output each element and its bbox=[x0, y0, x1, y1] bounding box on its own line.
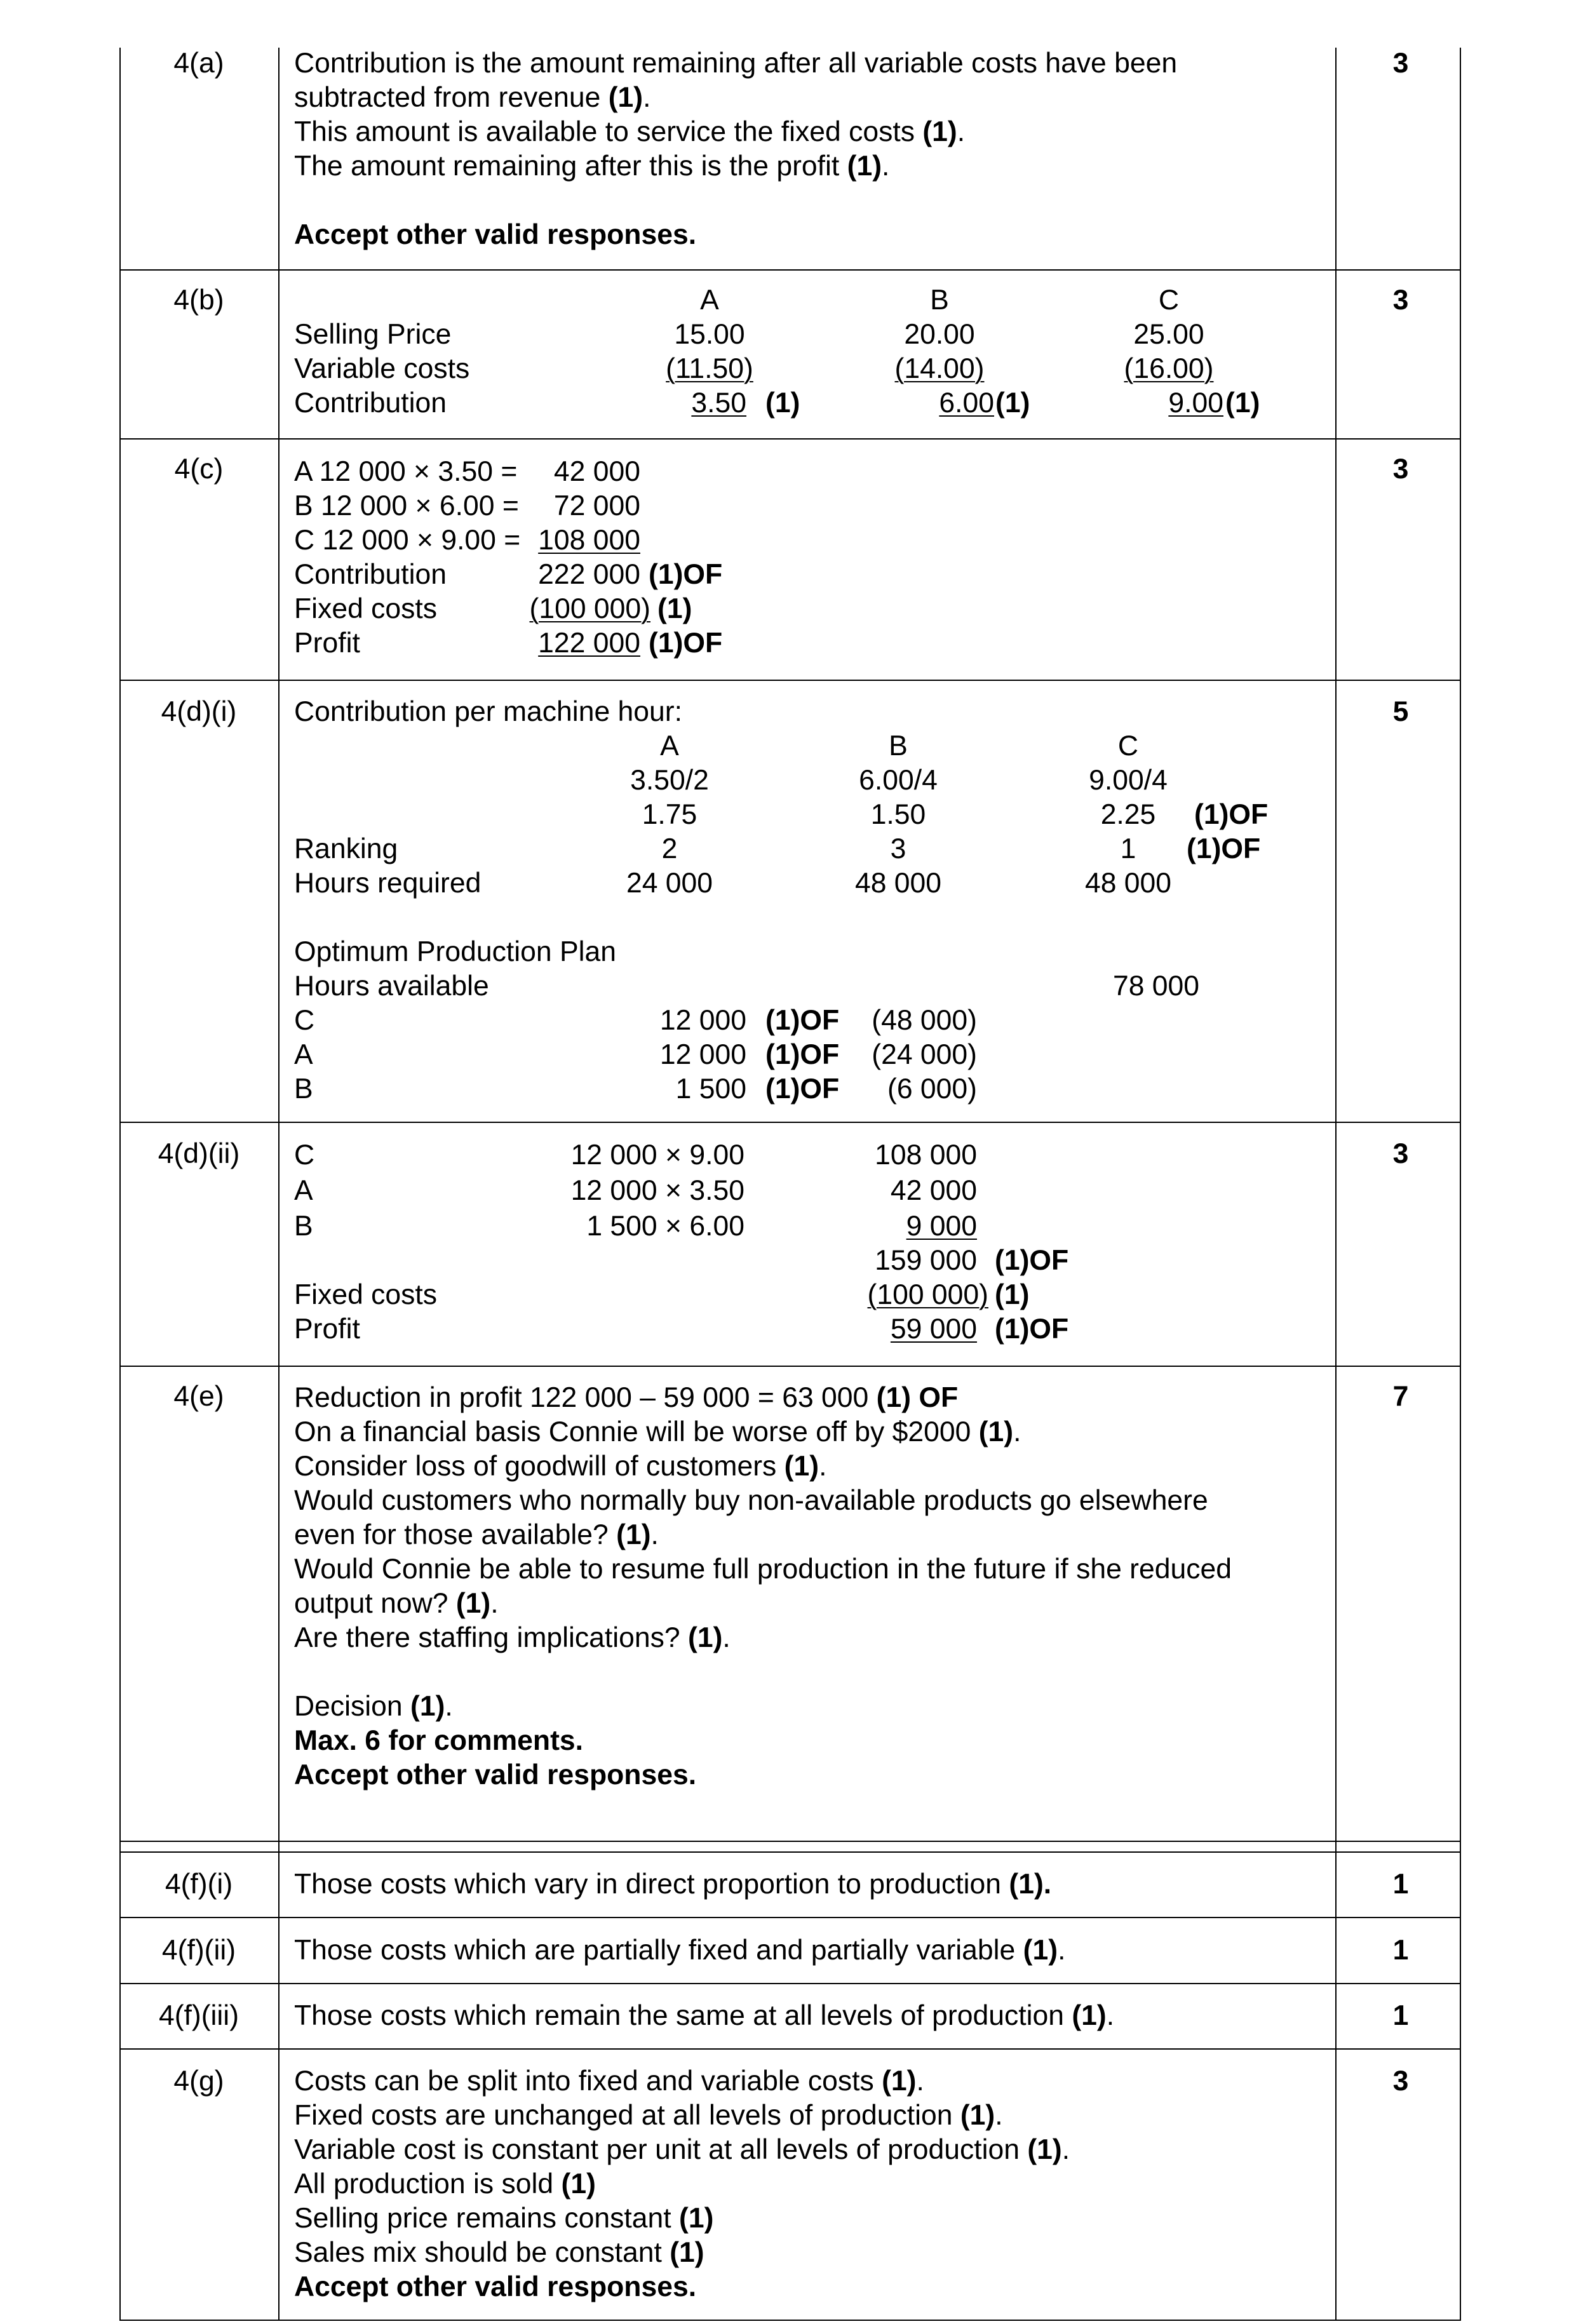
table-rule bbox=[119, 48, 121, 2321]
answer-line: Would customers who normally buy non-available products go elsewhere bbox=[294, 1485, 1208, 1516]
calc-line: C 12 000 × 9.00 = bbox=[294, 525, 521, 556]
answer-line: Fixed costs are unchanged at all levels of production (1). bbox=[294, 2100, 1003, 2131]
cell-value: 159 000 bbox=[875, 1245, 977, 1276]
cell-value: 42 000 bbox=[890, 1175, 977, 1206]
row-label: A bbox=[294, 1039, 313, 1070]
cell-value: 72 000 bbox=[553, 490, 640, 521]
column-header: A bbox=[660, 730, 679, 762]
mark-value: 1 bbox=[1392, 1935, 1409, 1966]
cell-value: (14.00) bbox=[894, 353, 985, 384]
question-number: 4(a) bbox=[173, 48, 224, 79]
mark-value: 5 bbox=[1392, 696, 1409, 727]
mark-value: 3 bbox=[1392, 48, 1409, 79]
cell-value: 1.75 bbox=[642, 799, 697, 830]
table-rule bbox=[119, 1122, 1461, 1123]
row-label: Profit bbox=[294, 1313, 360, 1345]
cell-value: 24 000 bbox=[626, 868, 713, 899]
answer-line: Consider loss of goodwill of customers (1). bbox=[294, 1451, 827, 1482]
cell-value: 9.00/4 bbox=[1089, 765, 1168, 796]
column-header: C bbox=[1117, 730, 1139, 762]
table-rule bbox=[1460, 48, 1461, 2321]
cell-value: 2.25 bbox=[1100, 799, 1156, 830]
answer-line: This amount is available to service the fixed costs (1). bbox=[294, 116, 966, 147]
question-number: 4(g) bbox=[173, 2065, 224, 2097]
cell-value: 59 000 bbox=[890, 1313, 977, 1345]
cell-value: 48 000 bbox=[1084, 868, 1172, 899]
cell-value: 108 000 bbox=[538, 525, 640, 556]
cell-value: 3.50 bbox=[691, 387, 746, 419]
answer-line: All production is sold (1) bbox=[294, 2168, 596, 2200]
cell-value: 3 bbox=[890, 833, 906, 864]
answer-line: Costs can be split into fixed and variable costs (1). bbox=[294, 2065, 924, 2097]
cell-value: 222 000 bbox=[538, 559, 640, 590]
row-label: Contribution bbox=[294, 559, 447, 590]
mark-value: 1 bbox=[1392, 1869, 1409, 1900]
mark-annotation: (1)OF bbox=[765, 1039, 840, 1070]
table-rule bbox=[119, 1983, 1461, 1984]
mark-value: 7 bbox=[1392, 1381, 1409, 1412]
answer-line: even for those available? (1). bbox=[294, 1519, 659, 1550]
question-number: 4(f)(iii) bbox=[158, 2000, 239, 2031]
cell-value: 122 000 bbox=[538, 628, 640, 659]
table-rule bbox=[1335, 48, 1337, 2321]
question-number: 4(d)(ii) bbox=[158, 1138, 240, 1169]
answer-line: subtracted from revenue (1). bbox=[294, 82, 651, 113]
cell-value: 1 500 bbox=[675, 1073, 746, 1105]
calc-line: 1 500 × 6.00 bbox=[586, 1211, 744, 1242]
mark-annotation: (1)OF bbox=[649, 628, 723, 659]
answer-line: On a financial basis Connie will be worse off by $2000 (1). bbox=[294, 1416, 1021, 1447]
table-rule bbox=[119, 2320, 1461, 2321]
question-number: 4(c) bbox=[174, 453, 224, 485]
cell-value: (16.00) bbox=[1124, 353, 1214, 384]
column-header: A bbox=[700, 285, 719, 316]
question-number: 4(f)(i) bbox=[165, 1869, 233, 1900]
row-label: Profit bbox=[294, 628, 360, 659]
column-header: B bbox=[930, 285, 949, 316]
mark-value: 3 bbox=[1392, 1138, 1409, 1169]
mark-value: 3 bbox=[1392, 2065, 1409, 2097]
row-label: Variable costs bbox=[294, 353, 470, 384]
question-number: 4(f)(ii) bbox=[161, 1935, 236, 1966]
mark-annotation: (1)OF bbox=[995, 1245, 1069, 1276]
mark-annotation: (1)OF bbox=[765, 1073, 840, 1105]
mark-annotation: (1) bbox=[995, 1279, 1030, 1310]
cell-value: 1.50 bbox=[870, 799, 926, 830]
cell-value: 20.00 bbox=[904, 319, 975, 350]
answer-line: Reduction in profit 122 000 – 59 000 = 63 000 (1) OF bbox=[294, 1382, 959, 1413]
cell-value: 78 000 bbox=[1112, 971, 1200, 1002]
row-label: Fixed costs bbox=[294, 593, 438, 624]
mark-value: 1 bbox=[1392, 2000, 1409, 2031]
row-label: C bbox=[294, 1005, 315, 1036]
answer-line: Contribution is the amount remaining after all variable costs have been bbox=[294, 48, 1178, 79]
question-number: 4(b) bbox=[173, 285, 224, 316]
table-rule bbox=[119, 1366, 1461, 1367]
accept-note: Accept other valid responses. bbox=[294, 219, 697, 250]
cell-value: 12 000 bbox=[659, 1039, 746, 1070]
cell-value: (100 000) bbox=[529, 593, 650, 624]
table-rule bbox=[119, 2048, 1461, 2050]
cell-value: (11.50) bbox=[666, 353, 753, 384]
table-rule bbox=[278, 48, 280, 2321]
row-label: Hours available bbox=[294, 971, 489, 1002]
column-header: C bbox=[1158, 285, 1180, 316]
row-label: A bbox=[294, 1175, 313, 1206]
subsection-title: Optimum Production Plan bbox=[294, 936, 617, 967]
answer-line: Are there staffing implications? (1). bbox=[294, 1622, 731, 1653]
mark-annotation: (1) bbox=[657, 593, 692, 624]
answer-line: Selling price remains constant (1) bbox=[294, 2203, 714, 2234]
table-rule bbox=[119, 680, 1461, 681]
section-title: Contribution per machine hour: bbox=[294, 696, 682, 727]
answer-line: The amount remaining after this is the profit (1). bbox=[294, 151, 890, 182]
answer-line: Those costs which remain the same at all levels of production (1). bbox=[294, 2000, 1115, 2031]
mark-value: 3 bbox=[1392, 285, 1409, 316]
column-header: B bbox=[889, 730, 908, 762]
cell-value: 15.00 bbox=[674, 319, 745, 350]
mark-annotation: (1) bbox=[1225, 387, 1260, 419]
cell-value: 42 000 bbox=[553, 456, 640, 487]
table-rule bbox=[119, 438, 1461, 440]
table-rule bbox=[119, 1917, 1461, 1918]
cell-value: 1 bbox=[1120, 833, 1136, 864]
mark-annotation: (1) bbox=[765, 387, 800, 419]
answer-line: Decision (1). bbox=[294, 1691, 453, 1722]
cell-value: 12 000 bbox=[659, 1005, 746, 1036]
cell-value: 25.00 bbox=[1133, 319, 1204, 350]
calc-line: 12 000 × 9.00 bbox=[570, 1139, 744, 1171]
row-label: Selling Price bbox=[294, 319, 452, 350]
mark-annotation: (1)OF bbox=[995, 1313, 1069, 1345]
cell-value: 48 000 bbox=[854, 868, 942, 899]
accept-note: Accept other valid responses. bbox=[294, 2271, 697, 2302]
cell-value: (24 000) bbox=[872, 1039, 977, 1070]
answer-line: Those costs which vary in direct proportion to production (1). bbox=[294, 1869, 1052, 1900]
cell-value: 6.00/4 bbox=[859, 765, 938, 796]
question-number: 4(d)(i) bbox=[161, 696, 237, 727]
cell-value: 108 000 bbox=[875, 1139, 977, 1171]
cell-value: 3.50/2 bbox=[630, 765, 709, 796]
calc-line: 12 000 × 3.50 bbox=[570, 1175, 744, 1206]
table-rule bbox=[119, 269, 1461, 271]
row-label: Contribution bbox=[294, 387, 447, 419]
cell-value: (6 000) bbox=[887, 1073, 977, 1105]
calc-line: A 12 000 × 3.50 = bbox=[294, 456, 518, 487]
cell-value: 9 000 bbox=[906, 1211, 977, 1242]
row-label: Ranking bbox=[294, 833, 398, 864]
mark-annotation: (1)OF bbox=[765, 1005, 840, 1036]
mark-value: 3 bbox=[1392, 453, 1409, 485]
answer-line: Would Connie be able to resume full production in the future if she reduced bbox=[294, 1554, 1232, 1585]
row-label: B bbox=[294, 1073, 313, 1105]
cell-value: (48 000) bbox=[872, 1005, 977, 1036]
answer-line: Those costs which are partially fixed and partially variable (1). bbox=[294, 1935, 1066, 1966]
cell-value: 2 bbox=[661, 833, 678, 864]
mark-annotation: (1)OF bbox=[649, 559, 723, 590]
answer-line: Sales mix should be constant (1) bbox=[294, 2237, 704, 2268]
accept-note: Accept other valid responses. bbox=[294, 1759, 697, 1790]
row-label: Hours required bbox=[294, 868, 482, 899]
table-rule bbox=[119, 1841, 1461, 1842]
row-label: B bbox=[294, 1211, 313, 1242]
mark-annotation: (1) bbox=[995, 387, 1030, 419]
cell-value: 6.00 bbox=[939, 387, 994, 419]
row-label: C bbox=[294, 1139, 315, 1171]
question-number: 4(e) bbox=[173, 1381, 224, 1412]
cell-value: (100 000) bbox=[867, 1279, 988, 1310]
mark-annotation: (1)OF bbox=[1187, 833, 1261, 864]
max-note: Max. 6 for comments. bbox=[294, 1725, 584, 1756]
answer-line: Variable cost is constant per unit at all levels of production (1). bbox=[294, 2134, 1070, 2165]
answer-line: output now? (1). bbox=[294, 1588, 499, 1619]
cell-value: 9.00 bbox=[1168, 387, 1223, 419]
row-label: Fixed costs bbox=[294, 1279, 438, 1310]
mark-annotation: (1)OF bbox=[1194, 799, 1269, 830]
table-rule bbox=[119, 1851, 1461, 1853]
calc-line: B 12 000 × 6.00 = bbox=[294, 490, 519, 521]
